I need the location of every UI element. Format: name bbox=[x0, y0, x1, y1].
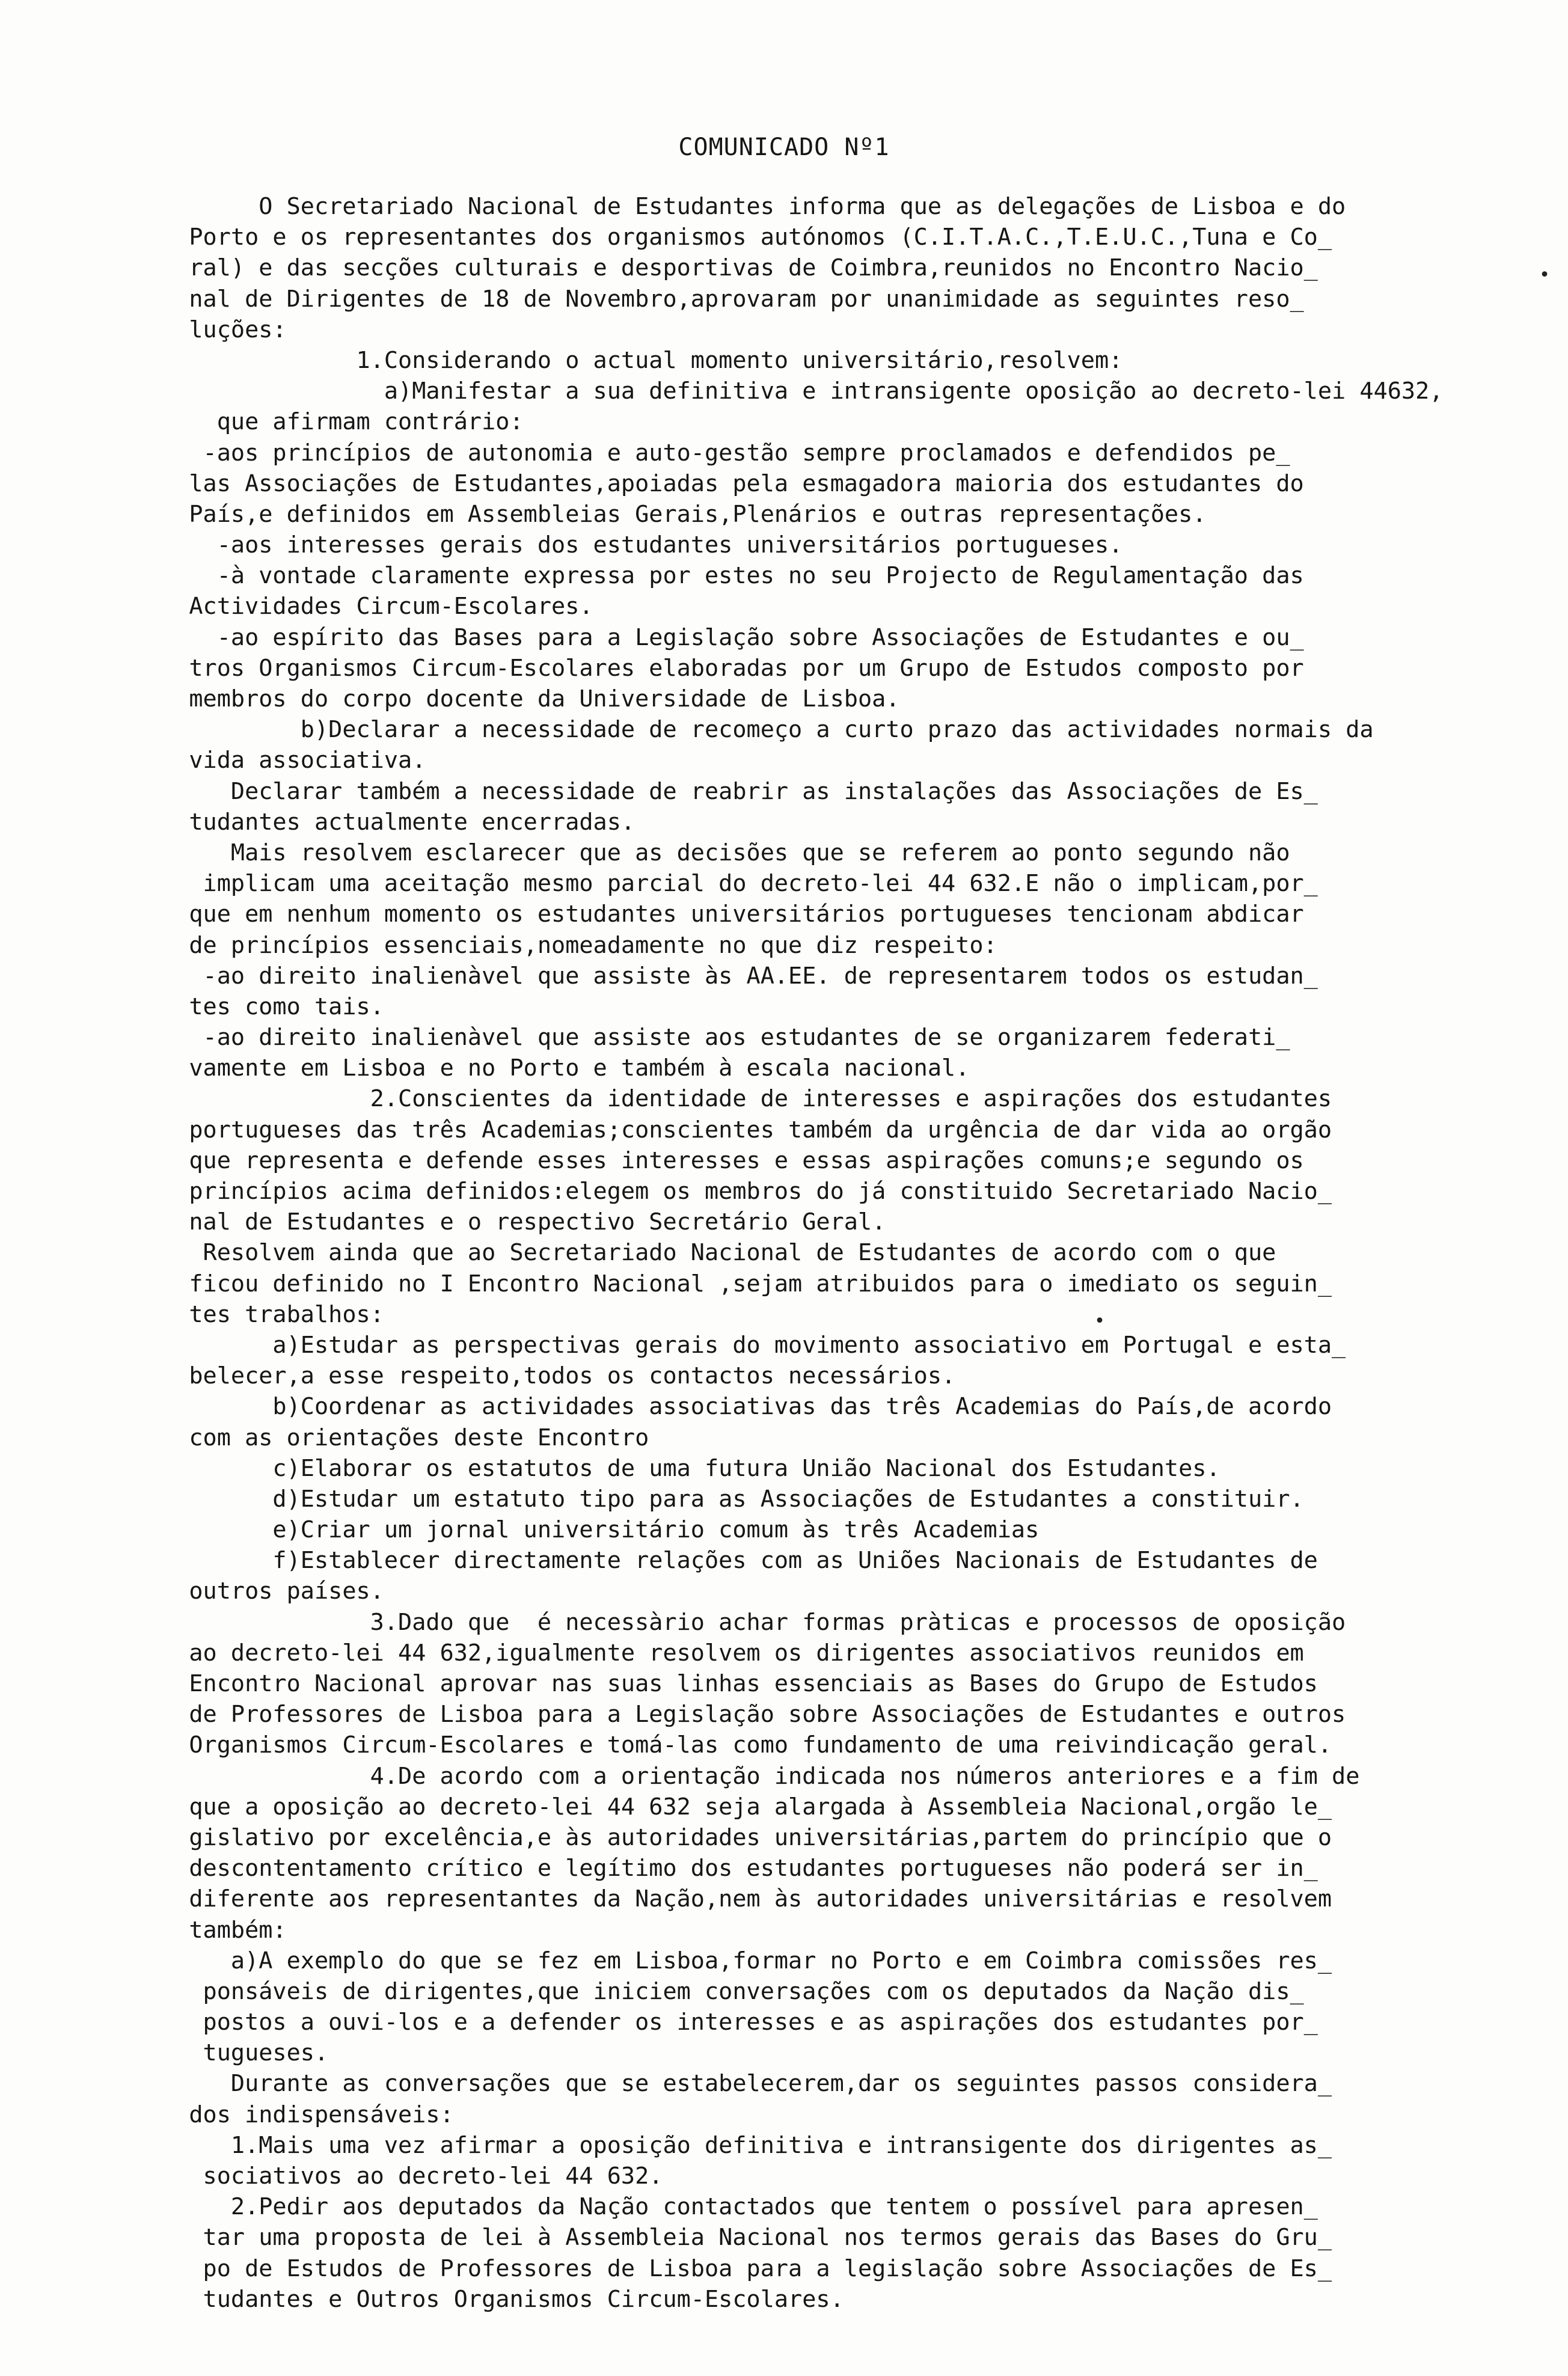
text-line: gislativo por excelência,e às autoridades universitárias,partem do princípio que o bbox=[161, 1823, 1332, 1851]
text-line: b)Coordenar as actividades associativas das três Academias do País,de acordo bbox=[161, 1393, 1332, 1421]
text-line: ficou definido no I Encontro Nacional ,sejam atribuidos para o imediato os seguin_ bbox=[161, 1270, 1332, 1297]
text-line: 2.Conscientes da identidade de interesses e aspirações dos estudantes bbox=[161, 1085, 1332, 1113]
text-line: de Professores de Lisboa para a Legislação sobre Associações de Estudantes e outros bbox=[161, 1701, 1346, 1728]
text-line: 2.Pedir aos deputados da Nação contactados que tentem o possível para apresen_ bbox=[161, 2193, 1318, 2221]
text-line: outros países. bbox=[161, 1578, 384, 1605]
text-line: tes trabalhos: bbox=[161, 1300, 384, 1328]
text-line: O Secretariado Nacional de Estudantes informa que as delegações de Lisboa e do bbox=[161, 193, 1346, 220]
text-line: de princípios essenciais,nomeadamente no que diz respeito: bbox=[161, 931, 997, 959]
text-line: 3.Dado que é necessàrio achar formas pràticas e processos de oposição bbox=[161, 1608, 1346, 1636]
text-line: Porto e os representantes dos organismos autónomos (C.I.T.A.C.,T.E.U.C.,Tuna e Co_ bbox=[161, 224, 1332, 251]
text-line: tugueses. bbox=[161, 2039, 329, 2067]
text-line: Organismos Circum-Escolares e tomá-las como fundamento de uma reivindicação geral. bbox=[161, 1731, 1332, 1759]
text-line: -ao direito inalienàvel que assiste às AA.EE. de representarem todos os estudan_ bbox=[161, 962, 1318, 990]
text-line: tar uma proposta de lei à Assembleia Nacional nos termos gerais das Bases do Gru_ bbox=[161, 2224, 1332, 2252]
stray-dot: • bbox=[1094, 1311, 1106, 1332]
text-line: nal de Dirigentes de 18 de Novembro,aprovaram por unanimidade as seguintes reso_ bbox=[161, 285, 1304, 313]
text-line: que em nenhum momento os estudantes universitários portugueses tencionam abdicar bbox=[161, 901, 1304, 928]
text-line: belecer,a esse respeito,todos os contactos necessários. bbox=[161, 1362, 956, 1390]
text-line: que representa e defende esses interesses e essas aspirações comuns;e segundo os bbox=[161, 1147, 1304, 1174]
text-line: 4.De acordo com a orientação indicada nos números anteriores e a fim de bbox=[161, 1762, 1360, 1790]
text-line: dos indispensáveis: bbox=[161, 2101, 454, 2128]
text-line: d)Estudar um estatuto tipo para as Associações de Estudantes a constituir. bbox=[161, 1485, 1304, 1513]
text-line: Resolvem ainda que ao Secretariado Nacional de Estudantes de acordo com o que bbox=[161, 1239, 1276, 1267]
text-line: tudantes actualmente encerradas. bbox=[161, 808, 635, 836]
text-line: que a oposição ao decreto-lei 44 632 seja alargada à Assembleia Nacional,orgão le_ bbox=[161, 1793, 1332, 1820]
text-line: b)Declarar a necessidade de recomeço a curto prazo das actividades normais da bbox=[161, 716, 1374, 744]
text-line: a)Estudar as perspectivas gerais do movimento associativo em Portugal e esta_ bbox=[161, 1331, 1346, 1359]
text-line: Actividades Circum-Escolares. bbox=[161, 593, 593, 620]
text-line: a)A exemplo do que se fez em Lisboa,formar no Porto e em Coimbra comissões res_ bbox=[161, 1947, 1332, 1974]
text-line: postos a ouvi-los e a defender os interesses e as aspirações dos estudantes por_ bbox=[161, 2009, 1318, 2036]
text-line: País,e definidos em Assembleias Gerais,Plenários e outras representações. bbox=[161, 500, 1207, 528]
text-line: po de Estudos de Professores de Lisboa para a legislação sobre Associações de Es_ bbox=[161, 2255, 1332, 2282]
text-line: -ao direito inalienàvel que assiste aos estudantes de se organizarem federati_ bbox=[161, 1024, 1290, 1052]
document-title: COMUNICADO Nº1 bbox=[678, 133, 890, 161]
text-line: a)Manifestar a sua definitiva e intransigente oposição ao decreto-lei 44632, bbox=[161, 378, 1444, 405]
text-line: implicam uma aceitação mesmo parcial do decreto-lei 44 632.E não o implicam,por_ bbox=[161, 870, 1318, 898]
text-line: diferente aos representantes da Nação,nem às autoridades universitárias e resolvem bbox=[161, 1885, 1332, 1913]
text-line: Mais resolvem esclarecer que as decisões que se referem ao ponto segundo não bbox=[161, 839, 1290, 866]
text-line: 1.Considerando o actual momento universitário,resolvem: bbox=[161, 346, 1123, 374]
text-line: Encontro Nacional aprovar nas suas linhas essenciais as Bases do Grupo de Estudos bbox=[161, 1670, 1318, 1697]
document-body bbox=[161, 191, 1454, 2315]
text-line: com as orientações deste Encontro bbox=[161, 1424, 649, 1451]
text-line: e)Criar um jornal universitário comum às três Academias bbox=[161, 1516, 1040, 1544]
text-line: Durante as conversações que se estabelecerem,dar os seguintes passos considera_ bbox=[161, 2070, 1332, 2098]
stray-dot: • bbox=[1539, 265, 1551, 286]
text-line: membros do corpo docente da Universidade de Lisboa. bbox=[161, 685, 900, 712]
text-line: que afirmam contrário: bbox=[161, 408, 524, 436]
text-line: tros Organismos Circum-Escolares elaboradas por um Grupo de Estudos composto por bbox=[161, 654, 1304, 682]
text-line: tudantes e Outros Organismos Circum-Escolares. bbox=[161, 2285, 844, 2313]
text-line: c)Elaborar os estatutos de uma futura União Nacional dos Estudantes. bbox=[161, 1454, 1220, 1482]
text-line: também: bbox=[161, 1916, 287, 1944]
text-line: vida associativa. bbox=[161, 747, 426, 774]
text-line: portugueses das três Academias;conscientes também da urgência de dar vida ao orgão bbox=[161, 1116, 1332, 1144]
text-line: ponsáveis de dirigentes,que iniciem conversações com os deputados da Nação dis_ bbox=[161, 1977, 1304, 2005]
text-line: 1.Mais uma vez afirmar a oposição definitiva e intransigente dos dirigentes as_ bbox=[161, 2131, 1332, 2159]
text-line: -aos princípios de autonomia e auto-gestão sempre proclamados e defendidos pe_ bbox=[161, 439, 1290, 467]
text-line: las Associações de Estudantes,apoiadas pela esmagadora maioria dos estudantes do bbox=[161, 470, 1304, 497]
text-line: princípios acima definidos:elegem os membros do já constituido Secretariado Nacio_ bbox=[161, 1178, 1332, 1205]
text-line: tes como tais. bbox=[161, 993, 384, 1020]
text-line: luções: bbox=[161, 316, 287, 343]
text-line: -à vontade claramente expressa por estes no seu Projecto de Regulamentação das bbox=[161, 562, 1304, 590]
text-line: descontentamento crítico e legítimo dos estudantes portugueses não poderá ser in_ bbox=[161, 1855, 1318, 1882]
text-line: ao decreto-lei 44 632,igualmente resolvem os dirigentes associativos reunidos em bbox=[161, 1639, 1304, 1667]
text-line: -aos interesses gerais dos estudantes universitários portugueses. bbox=[161, 531, 1123, 559]
text-line: ral) e das secções culturais e desportivas de Coimbra,reunidos no Encontro Nacio_ bbox=[161, 254, 1318, 282]
text-line: nal de Estudantes e o respectivo Secretário Geral. bbox=[161, 1208, 886, 1236]
text-line: vamente em Lisboa e no Porto e também à escala nacional. bbox=[161, 1055, 970, 1082]
text-line: Declarar também a necessidade de reabrir as instalações das Associações de Es_ bbox=[161, 777, 1318, 805]
text-line: f)Establecer directamente relações com as Uniões Nacionais de Estudantes de bbox=[161, 1547, 1318, 1575]
text-line: -ao espírito das Bases para a Legislação sobre Associações de Estudantes e ou_ bbox=[161, 623, 1304, 651]
text-line: sociativos ao decreto-lei 44 632. bbox=[161, 2163, 663, 2190]
